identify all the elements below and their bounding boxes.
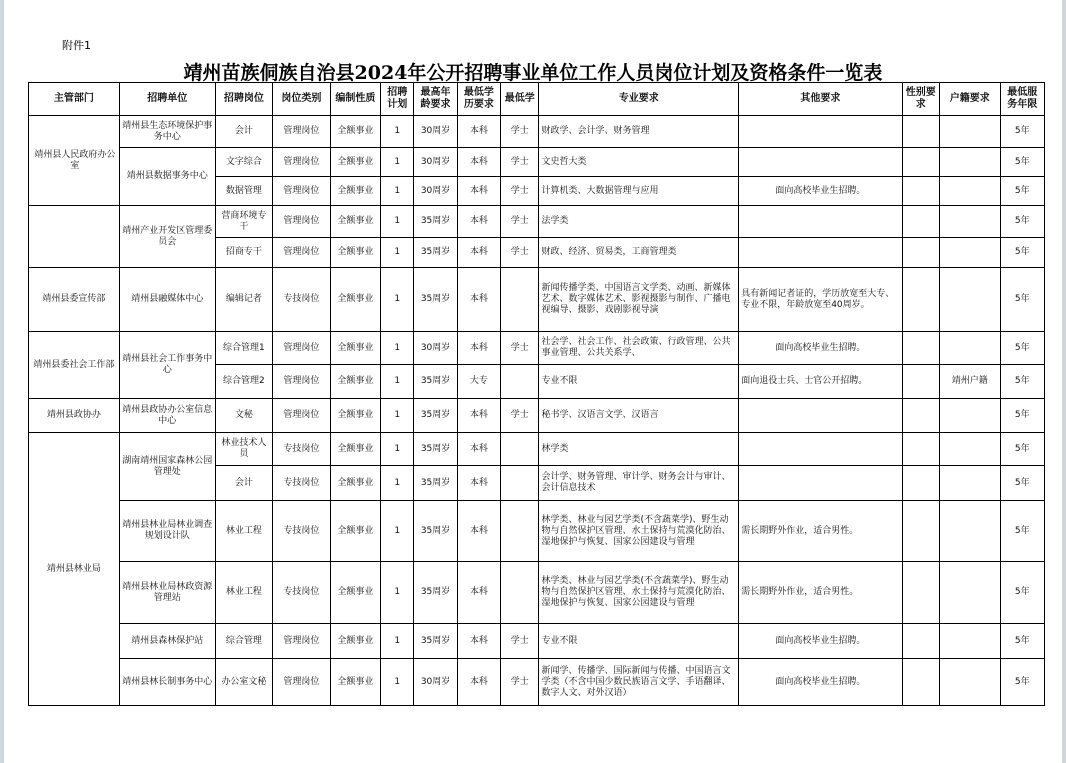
gender-cell <box>902 466 939 501</box>
post-cell: 文字综合 <box>215 148 273 177</box>
other-cell <box>739 399 902 433</box>
gender-cell <box>902 238 939 268</box>
nature-cell: 全额事业 <box>330 177 380 206</box>
unit-cell: 靖州县林长制事务中心 <box>119 659 215 706</box>
edu-cell: 本科 <box>457 206 500 238</box>
edu-cell: 本科 <box>457 148 500 177</box>
unit-cell: 靖州县林业局林业调查规划设计队 <box>119 501 215 562</box>
count-cell: 1 <box>381 399 414 433</box>
attachment-label: 附件1 <box>62 39 91 52</box>
edu-cell: 本科 <box>457 177 500 206</box>
years-cell: 5年 <box>1000 501 1045 562</box>
hukou-cell <box>939 238 1000 268</box>
degree-cell <box>501 365 539 399</box>
count-cell: 1 <box>381 365 414 399</box>
nature-cell: 全额事业 <box>330 148 380 177</box>
nature-cell: 全额事业 <box>330 399 380 433</box>
hukou-cell <box>939 659 1000 706</box>
degree-cell <box>501 466 539 501</box>
major-cell: 文史哲大类 <box>539 148 739 177</box>
header-cell: 编制性质 <box>330 83 380 116</box>
nature-cell: 全额事业 <box>330 501 380 562</box>
degree-cell: 学士 <box>501 177 539 206</box>
hukou-cell <box>939 332 1000 365</box>
hukou-cell <box>939 399 1000 433</box>
age-cell: 30周岁 <box>414 148 457 177</box>
unit-cell: 靖州产业开发区管理委员会 <box>119 206 215 268</box>
gender-cell <box>902 206 939 238</box>
count-cell: 1 <box>381 177 414 206</box>
unit-cell: 靖州县数据事务中心 <box>119 148 215 206</box>
other-cell <box>739 116 902 148</box>
edu-cell: 本科 <box>457 562 500 624</box>
years-cell: 5年 <box>1000 206 1045 238</box>
nature-cell: 全额事业 <box>330 206 380 238</box>
years-cell: 5年 <box>1000 177 1045 206</box>
age-cell: 35周岁 <box>414 399 457 433</box>
category-cell: 管理岗位 <box>273 624 331 659</box>
gender-cell <box>902 659 939 706</box>
age-cell: 35周岁 <box>414 365 457 399</box>
count-cell: 1 <box>381 624 414 659</box>
table-row <box>29 332 1045 365</box>
post-cell: 招商专干 <box>215 238 273 268</box>
major-cell: 新闻传播学类、中国语言文学类、动画、新媒体艺术、数字媒体艺术、影视摄影与制作、广播电视编导、摄影、戏剧影视导演 <box>539 268 739 332</box>
other-cell: 面向退役士兵、士官公开招聘。 <box>739 365 902 399</box>
count-cell: 1 <box>381 659 414 706</box>
dept-cell: 靖州县林业局 <box>29 433 120 706</box>
table-header-row <box>29 83 1045 116</box>
hukou-cell <box>939 433 1000 466</box>
degree-cell <box>501 268 539 332</box>
unit-cell: 靖州县融媒体中心 <box>119 268 215 332</box>
edu-cell: 本科 <box>457 238 500 268</box>
major-cell: 法学类 <box>539 206 739 238</box>
nature-cell: 全额事业 <box>330 116 380 148</box>
nature-cell: 全额事业 <box>330 562 380 624</box>
post-cell: 文秘 <box>215 399 273 433</box>
gender-cell <box>902 116 939 148</box>
count-cell: 1 <box>381 148 414 177</box>
post-cell: 会计 <box>215 116 273 148</box>
table-row <box>29 206 1045 238</box>
count-cell: 1 <box>381 466 414 501</box>
post-cell: 办公室文秘 <box>215 659 273 706</box>
table-row <box>29 268 1045 332</box>
post-cell: 数据管理 <box>215 177 273 206</box>
years-cell: 5年 <box>1000 332 1045 365</box>
gender-cell <box>902 365 939 399</box>
positions-table <box>28 82 1045 706</box>
age-cell: 35周岁 <box>414 238 457 268</box>
post-cell: 综合管理1 <box>215 332 273 365</box>
years-cell: 5年 <box>1000 659 1045 706</box>
other-cell: 面向高校毕业生招聘。 <box>739 659 902 706</box>
category-cell: 专技岗位 <box>273 501 331 562</box>
table-row <box>29 624 1045 659</box>
major-cell: 社会学、社会工作、社会政策、行政管理、公共事业管理、公共关系学、 <box>539 332 739 365</box>
years-cell: 5年 <box>1000 562 1045 624</box>
other-cell <box>739 238 902 268</box>
major-cell: 财政、经济、贸易类，工商管理类 <box>539 238 739 268</box>
gender-cell <box>902 433 939 466</box>
hukou-cell <box>939 501 1000 562</box>
gender-cell <box>902 501 939 562</box>
dept-cell: 靖州县委宣传部 <box>29 268 120 332</box>
category-cell: 管理岗位 <box>273 332 331 365</box>
header-cell: 专业要求 <box>539 83 739 116</box>
hukou-cell <box>939 206 1000 238</box>
major-cell: 林学类 <box>539 433 739 466</box>
years-cell: 5年 <box>1000 624 1045 659</box>
table-row <box>29 659 1045 706</box>
document-title: 靖州苗族侗族自治县2024年公开招聘事业单位工作人员岗位计划及资格条件一览表 <box>183 62 883 84</box>
category-cell: 管理岗位 <box>273 206 331 238</box>
nature-cell: 全额事业 <box>330 659 380 706</box>
header-cell: 最低学历要求 <box>457 83 500 116</box>
other-cell: 需长期野外作业，适合男性。 <box>739 501 902 562</box>
other-cell: 面向高校毕业生招聘。 <box>739 332 902 365</box>
degree-cell: 学士 <box>501 206 539 238</box>
age-cell: 35周岁 <box>414 466 457 501</box>
hukou-cell <box>939 116 1000 148</box>
viewer-edge-right <box>1062 0 1066 763</box>
category-cell: 专技岗位 <box>273 466 331 501</box>
age-cell: 30周岁 <box>414 177 457 206</box>
nature-cell: 全额事业 <box>330 365 380 399</box>
edu-cell: 本科 <box>457 659 500 706</box>
gender-cell <box>902 148 939 177</box>
header-cell: 最高年龄要求 <box>414 83 457 116</box>
age-cell: 35周岁 <box>414 501 457 562</box>
dept-cell <box>29 206 120 268</box>
age-cell: 35周岁 <box>414 268 457 332</box>
major-cell: 专业不限 <box>539 624 739 659</box>
header-cell: 性别要求 <box>902 83 939 116</box>
years-cell: 5年 <box>1000 433 1045 466</box>
category-cell: 管理岗位 <box>273 116 331 148</box>
hukou-cell <box>939 177 1000 206</box>
post-cell: 营商环境专干 <box>215 206 273 238</box>
category-cell: 管理岗位 <box>273 148 331 177</box>
post-cell: 林业工程 <box>215 562 273 624</box>
other-cell: 具有新闻记者证的，学历放宽至大专、专业不限，年龄放宽至40周岁。 <box>739 268 902 332</box>
degree-cell <box>501 433 539 466</box>
dept-cell: 靖州县人民政府办公室 <box>29 116 120 206</box>
post-cell: 编辑记者 <box>215 268 273 332</box>
unit-cell: 靖州县社会工作事务中心 <box>119 332 215 399</box>
unit-cell: 靖州县森林保护站 <box>119 624 215 659</box>
header-cell: 主管部门 <box>29 83 120 116</box>
count-cell: 1 <box>381 332 414 365</box>
gender-cell <box>902 562 939 624</box>
unit-cell: 靖州县政协办公室信息中心 <box>119 399 215 433</box>
dept-cell: 靖州县委社会工作部 <box>29 332 120 399</box>
header-cell: 岗位类别 <box>273 83 331 116</box>
table-row <box>29 148 1045 177</box>
header-cell: 户籍要求 <box>939 83 1000 116</box>
edu-cell: 本科 <box>457 433 500 466</box>
nature-cell: 全额事业 <box>330 624 380 659</box>
age-cell: 35周岁 <box>414 562 457 624</box>
gender-cell <box>902 332 939 365</box>
degree-cell: 学士 <box>501 116 539 148</box>
degree-cell: 学士 <box>501 399 539 433</box>
hukou-cell: 靖州户籍 <box>939 365 1000 399</box>
category-cell: 专技岗位 <box>273 433 331 466</box>
hukou-cell <box>939 562 1000 624</box>
category-cell: 专技岗位 <box>273 562 331 624</box>
hukou-cell <box>939 624 1000 659</box>
degree-cell: 学士 <box>501 148 539 177</box>
other-cell: 面向高校毕业生招聘。 <box>739 177 902 206</box>
nature-cell: 全额事业 <box>330 332 380 365</box>
category-cell: 管理岗位 <box>273 365 331 399</box>
nature-cell: 全额事业 <box>330 466 380 501</box>
post-cell: 综合管理2 <box>215 365 273 399</box>
other-cell <box>739 466 902 501</box>
years-cell: 5年 <box>1000 399 1045 433</box>
age-cell: 30周岁 <box>414 116 457 148</box>
major-cell: 新闻学、传播学、国际新闻与传播、中国语言文学类（不含中国少数民族语言文学、手语翻译、数字人文、对外汉语） <box>539 659 739 706</box>
years-cell: 5年 <box>1000 238 1045 268</box>
count-cell: 1 <box>381 238 414 268</box>
post-cell: 会计 <box>215 466 273 501</box>
edu-cell: 本科 <box>457 399 500 433</box>
other-cell <box>739 206 902 238</box>
edu-cell: 本科 <box>457 624 500 659</box>
major-cell: 专业不限 <box>539 365 739 399</box>
count-cell: 1 <box>381 116 414 148</box>
table-row <box>29 433 1045 466</box>
count-cell: 1 <box>381 562 414 624</box>
major-cell: 林学类、林业与园艺学类(不含蔬菜学)、野生动物与自然保护区管理、水土保持与荒漠化防治、湿地保护与恢复、国家公园建设与管理 <box>539 501 739 562</box>
table-row <box>29 116 1045 148</box>
dept-cell: 靖州县政协办 <box>29 399 120 433</box>
gender-cell <box>902 268 939 332</box>
post-cell: 林业技术人员 <box>215 433 273 466</box>
degree-cell: 学士 <box>501 238 539 268</box>
table-row <box>29 399 1045 433</box>
age-cell: 30周岁 <box>414 659 457 706</box>
other-cell: 需长期野外作业，适合男性。 <box>739 562 902 624</box>
major-cell: 财政学、会计学、财务管理 <box>539 116 739 148</box>
degree-cell: 学士 <box>501 332 539 365</box>
count-cell: 1 <box>381 206 414 238</box>
other-cell <box>739 433 902 466</box>
years-cell: 5年 <box>1000 116 1045 148</box>
major-cell: 会计学、财务管理、审计学、财务会计与审计、会计信息技术 <box>539 466 739 501</box>
major-cell: 计算机类、大数据管理与应用 <box>539 177 739 206</box>
age-cell: 35周岁 <box>414 206 457 238</box>
gender-cell <box>902 177 939 206</box>
header-cell: 其他要求 <box>739 83 902 116</box>
degree-cell: 学士 <box>501 624 539 659</box>
unit-cell: 靖州县生态环境保护事务中心 <box>119 116 215 148</box>
age-cell: 35周岁 <box>414 433 457 466</box>
edu-cell: 本科 <box>457 268 500 332</box>
hukou-cell <box>939 466 1000 501</box>
edu-cell: 本科 <box>457 466 500 501</box>
major-cell: 秘书学、汉语言文学、汉语言 <box>539 399 739 433</box>
count-cell: 1 <box>381 433 414 466</box>
edu-cell: 本科 <box>457 501 500 562</box>
unit-cell: 湖南靖州国家森林公园管理处 <box>119 433 215 501</box>
document-page <box>4 0 1062 763</box>
age-cell: 30周岁 <box>414 332 457 365</box>
category-cell: 管理岗位 <box>273 659 331 706</box>
table-row <box>29 501 1045 562</box>
nature-cell: 全额事业 <box>330 238 380 268</box>
category-cell: 管理岗位 <box>273 177 331 206</box>
edu-cell: 本科 <box>457 116 500 148</box>
category-cell: 专技岗位 <box>273 268 331 332</box>
unit-cell: 靖州县林业局林政资源管理站 <box>119 562 215 624</box>
header-cell: 招聘单位 <box>119 83 215 116</box>
table-row <box>29 562 1045 624</box>
edu-cell: 大专 <box>457 365 500 399</box>
category-cell: 管理岗位 <box>273 238 331 268</box>
header-cell: 最低学 <box>501 83 539 116</box>
header-cell: 招聘计划 <box>381 83 414 116</box>
major-cell: 林学类、林业与园艺学类(不含蔬菜学)、野生动物与自然保护区管理、水土保持与荒漠化防治、湿地保护与恢复、国家公园建设与管理 <box>539 562 739 624</box>
hukou-cell <box>939 148 1000 177</box>
count-cell: 1 <box>381 268 414 332</box>
years-cell: 5年 <box>1000 365 1045 399</box>
hukou-cell <box>939 268 1000 332</box>
edu-cell: 本科 <box>457 332 500 365</box>
years-cell: 5年 <box>1000 466 1045 501</box>
nature-cell: 全额事业 <box>330 268 380 332</box>
gender-cell <box>902 399 939 433</box>
post-cell: 林业工程 <box>215 501 273 562</box>
degree-cell: 学士 <box>501 659 539 706</box>
degree-cell <box>501 562 539 624</box>
other-cell <box>739 148 902 177</box>
years-cell: 5年 <box>1000 148 1045 177</box>
count-cell: 1 <box>381 501 414 562</box>
post-cell: 综合管理 <box>215 624 273 659</box>
age-cell: 35周岁 <box>414 624 457 659</box>
nature-cell: 全额事业 <box>330 433 380 466</box>
category-cell: 管理岗位 <box>273 399 331 433</box>
header-cell: 招聘岗位 <box>215 83 273 116</box>
gender-cell <box>902 624 939 659</box>
years-cell: 5年 <box>1000 268 1045 332</box>
degree-cell <box>501 501 539 562</box>
other-cell: 面向高校毕业生招聘。 <box>739 624 902 659</box>
header-cell: 最低服务年限 <box>1000 83 1045 116</box>
